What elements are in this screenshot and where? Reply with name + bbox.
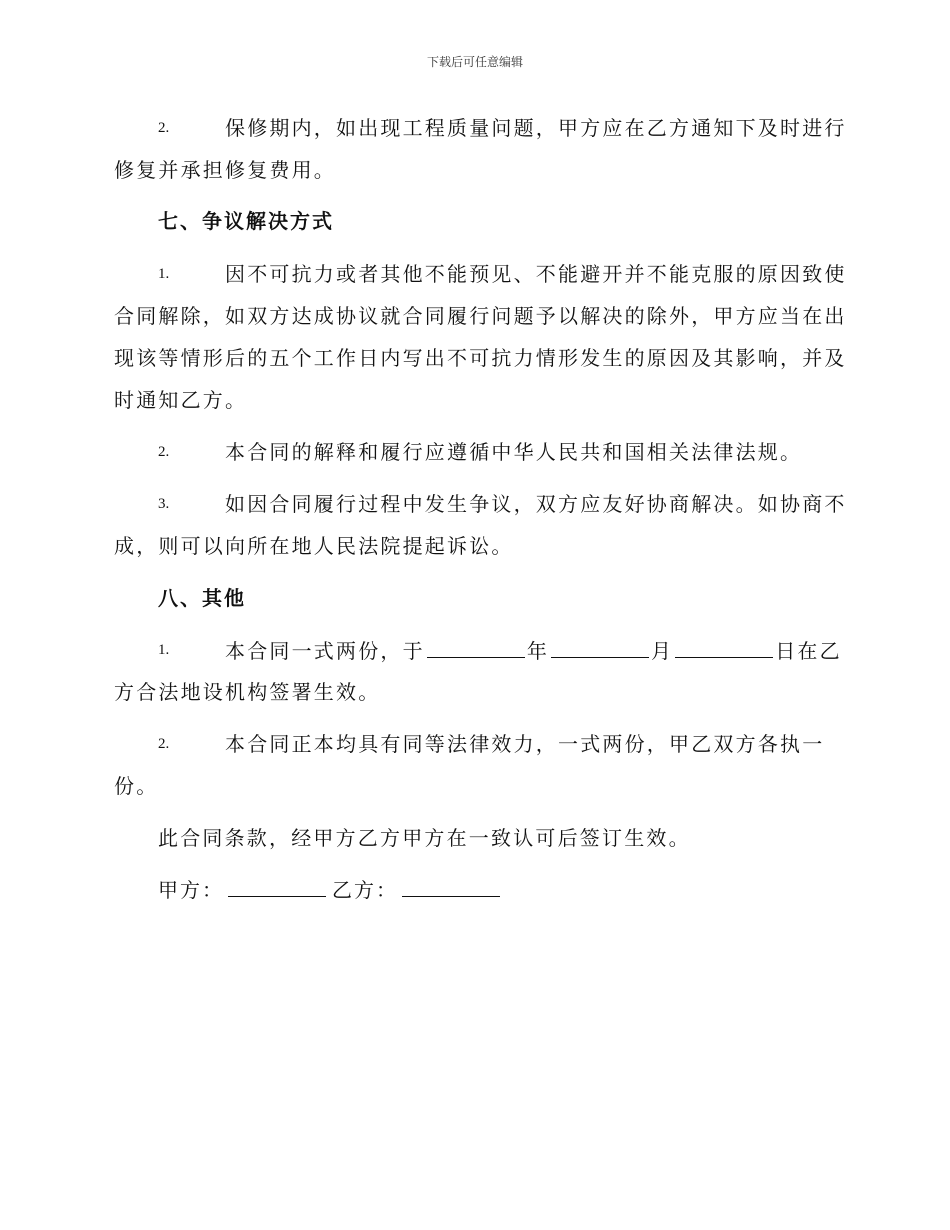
- paragraph-line: 本合同的解释和履行应遵循中华人民共和国相关法律法规。: [225, 440, 803, 464]
- paragraph-line: 时通知乙方。: [114, 388, 248, 412]
- date-line: [225, 635, 842, 666]
- party-b-blank: [402, 874, 500, 897]
- day-label: 日在乙: [775, 639, 842, 663]
- year-blank: [427, 635, 525, 658]
- item-number: 3.: [158, 496, 170, 512]
- section-heading: 八、其他: [158, 586, 246, 610]
- party-b-label: 乙方：: [332, 878, 398, 902]
- item-number: 1.: [158, 642, 170, 658]
- signature-line: [158, 874, 506, 905]
- year-label: 年: [526, 639, 550, 663]
- page-header: 下载后可任意编辑: [426, 55, 523, 69]
- paragraph-line: 方合法地设机构签署生效。: [114, 680, 381, 704]
- item-number: 2.: [158, 444, 170, 460]
- party-a-blank: [228, 874, 326, 897]
- paragraph-line: 份。: [114, 774, 159, 798]
- month-blank: [551, 635, 649, 658]
- paragraph-line: 修复并承担修复费用。: [114, 158, 336, 182]
- day-blank: [675, 635, 773, 658]
- section-heading: 七、争议解决方式: [158, 209, 334, 233]
- paragraph-line: 合同解除，如双方达成协议就合同履行问题予以解决的除外，甲方应当在出: [114, 304, 847, 328]
- paragraph-line: 现该等情形后的五个工作日内写出不可抗力情形发生的原因及其影响，并及: [114, 346, 847, 370]
- paragraph-line: 如因合同履行过程中发生争议，双方应友好协商解决。如协商不: [225, 492, 847, 516]
- paragraph-line: 因不可抗力或者其他不能预见、不能避开并不能克服的原因致使: [225, 262, 847, 286]
- party-a-label: 甲方：: [158, 878, 224, 902]
- month-label: 月: [651, 639, 674, 663]
- item-number: 2.: [158, 120, 170, 136]
- item-number: 1.: [158, 266, 170, 282]
- paragraph-line: 成，则可以向所在地人民法院提起诉讼。: [114, 534, 514, 558]
- paragraph-line: 本合同正本均具有同等法律效力，一式两份，甲乙双方各执一: [225, 732, 825, 756]
- closing-statement: 此合同条款，经甲方乙方甲方在一致认可后签订生效。: [158, 826, 691, 850]
- paragraph-line: 保修期内，如出现工程质量问题，甲方应在乙方通知下及时进行: [225, 116, 847, 140]
- date-line-text: 本合同一式两份，于: [225, 639, 425, 663]
- item-number: 2.: [158, 736, 170, 752]
